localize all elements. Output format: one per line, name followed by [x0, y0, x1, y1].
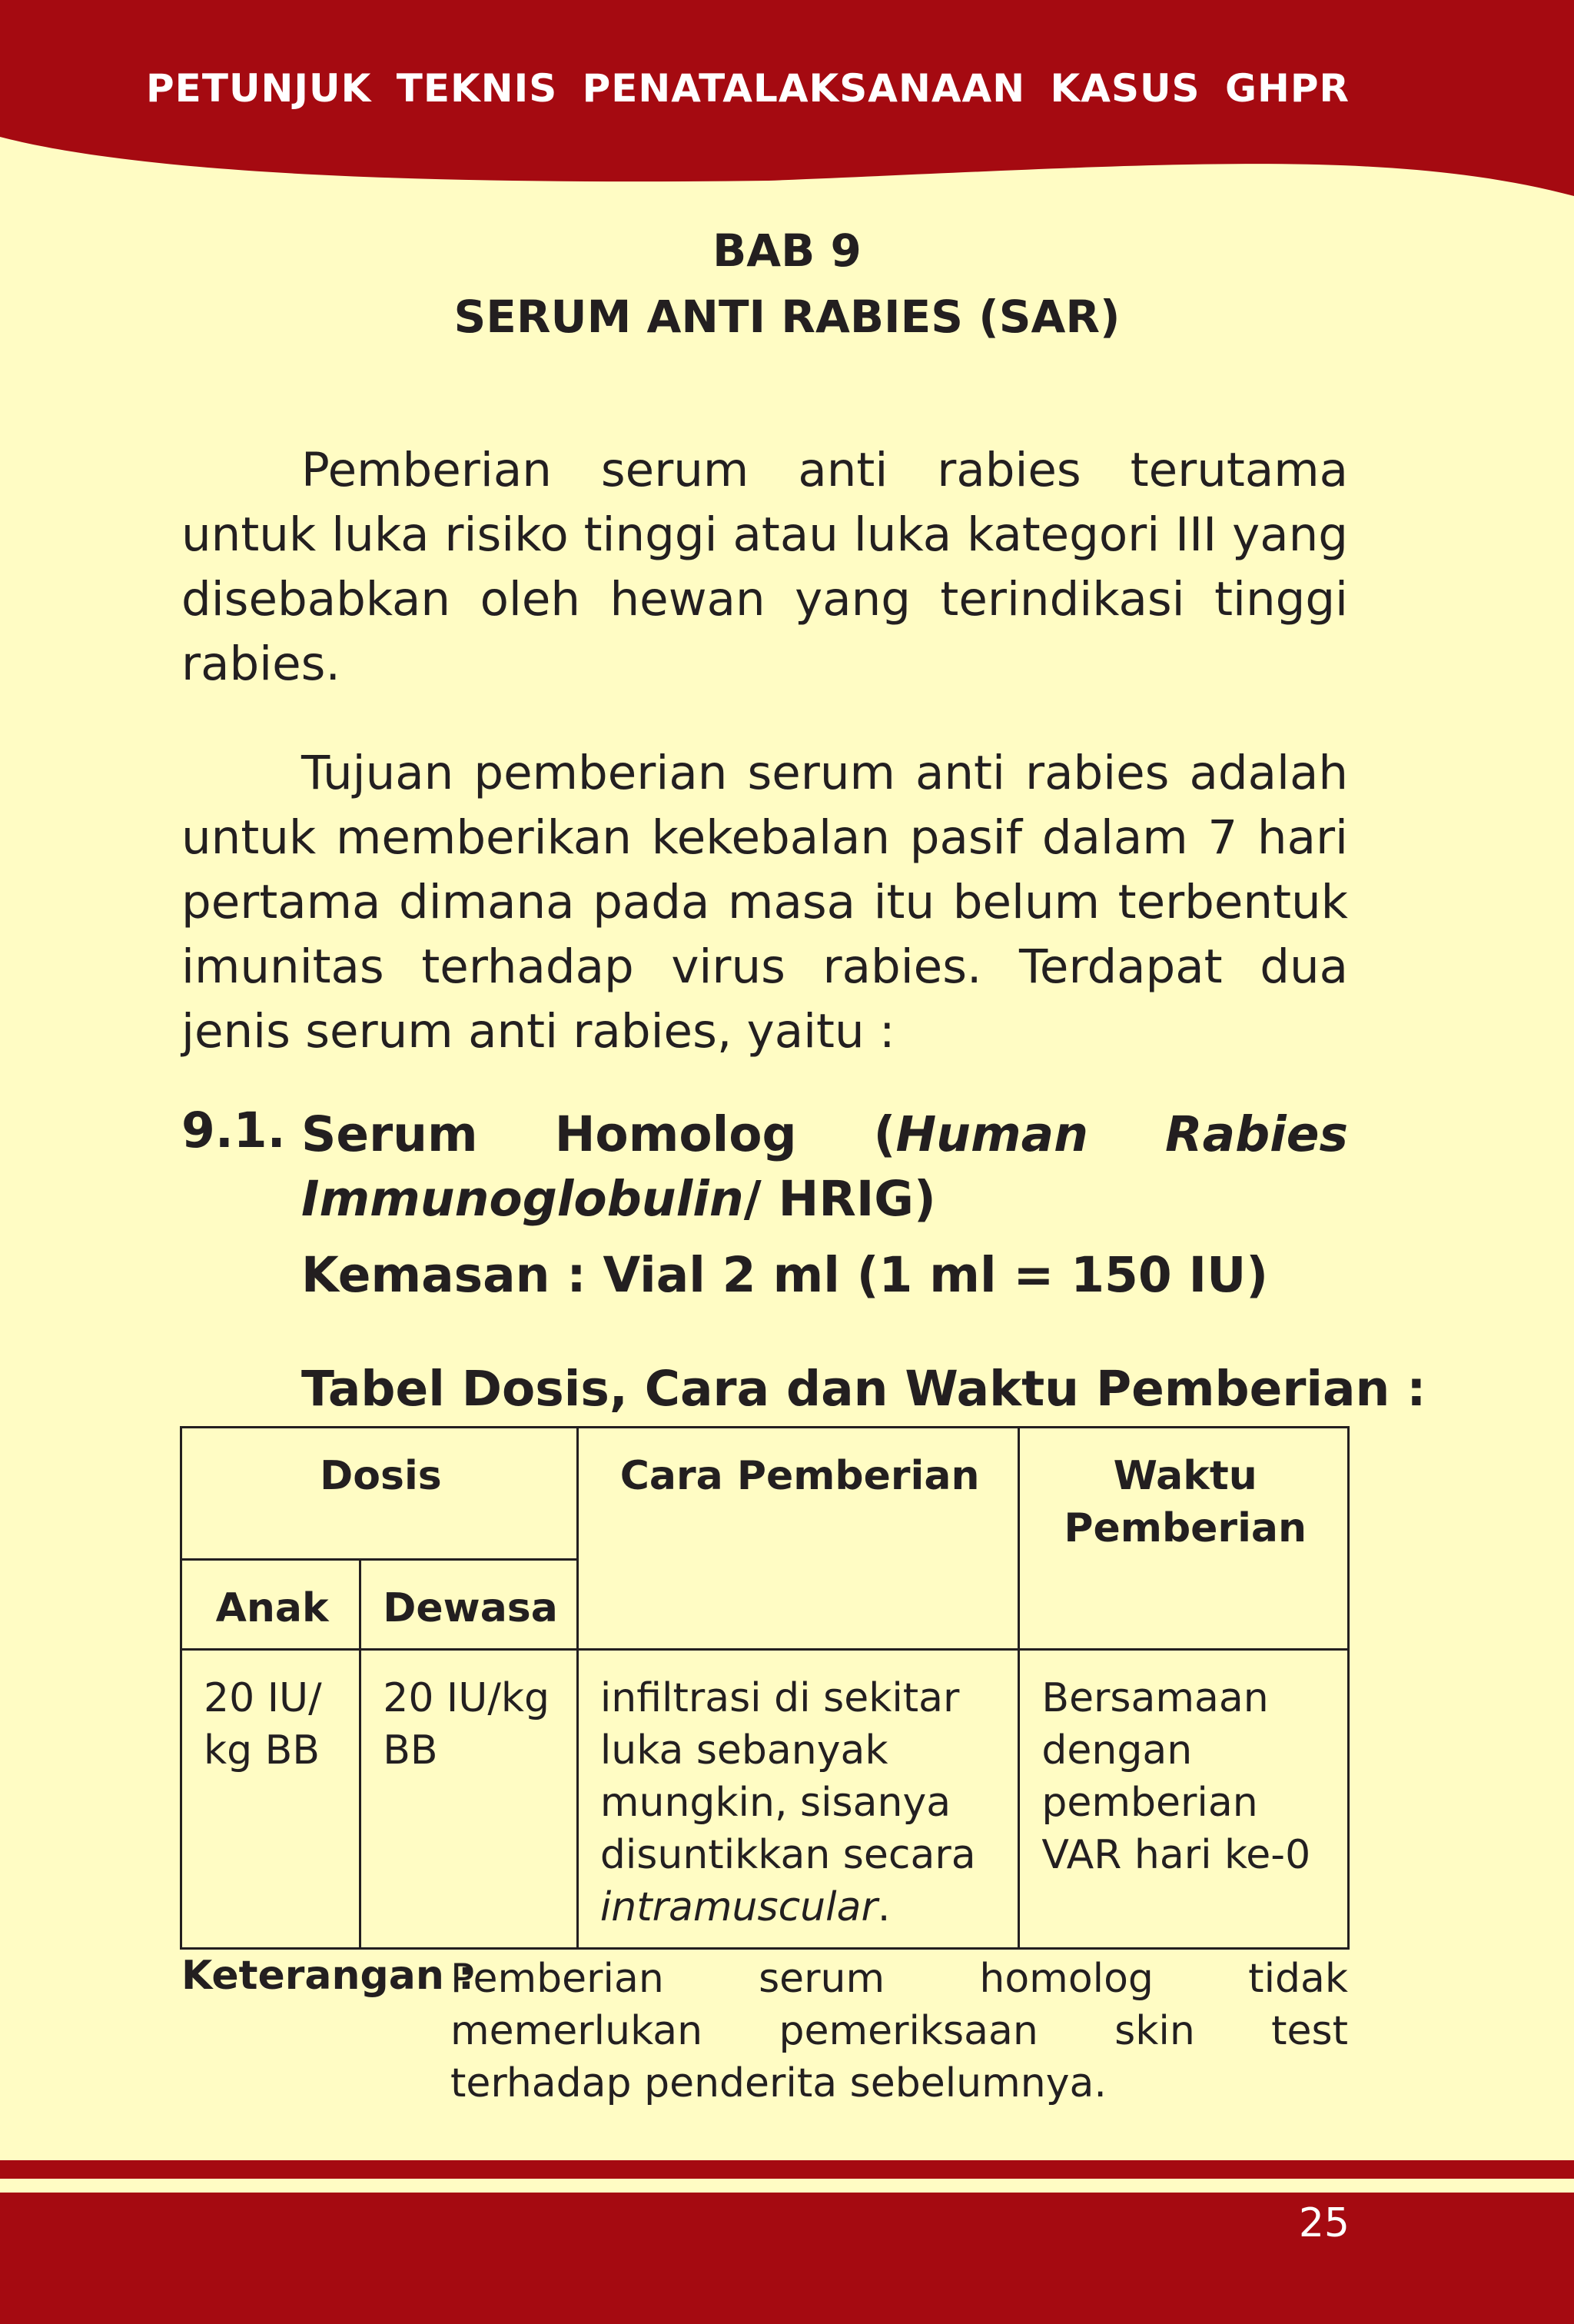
section-title-italic: Human Rabies Immunoglobulin [301, 1106, 1348, 1227]
paragraph-purpose [181, 741, 1348, 1064]
cell-method-italic: intramuscular [599, 1884, 878, 1930]
header-dose: Dosis [181, 1428, 578, 1560]
note-text: Pemberian serum homolog tidak memerlukan pemeriksaan skin test terhadap penderita sebelumnya. [450, 1956, 1348, 2106]
header-time: Waktu Pemberian [1019, 1428, 1349, 1650]
dose-table [180, 1426, 1350, 1950]
header-adult: Dewasa [360, 1560, 578, 1650]
paragraph-intro [181, 438, 1348, 697]
footer-divider [0, 2160, 1574, 2179]
cell-method-end: . [877, 1884, 891, 1930]
section-title-prefix: Serum Homolog ( [301, 1106, 896, 1162]
header-method: Cara Pemberian [577, 1428, 1019, 1650]
chapter-title: SERUM ANTI RABIES (SAR) [453, 291, 1121, 343]
table-caption: Tabel Dosis, Cara dan Waktu Pemberian : [301, 1361, 1426, 1417]
chapter-number: BAB 9 [712, 224, 862, 277]
note-label: Keterangan : [181, 1953, 474, 1999]
cell-child-dose: 20 IU/ kg BB [181, 1650, 360, 1949]
packaging-info: Kemasan : Vial 2 ml (1 ml = 150 IU) [301, 1247, 1269, 1303]
table-header-row [181, 1428, 1349, 1560]
page-number: 25 [1298, 2200, 1350, 2246]
cell-method-text: infiltrasi di sekitar luka sebanyak mungkin, sisanya disuntikkan secara [599, 1675, 976, 1878]
cell-adult-dose: 20 IU/kg BB [360, 1650, 578, 1949]
section-title-suffix: / HRIG) [743, 1171, 936, 1227]
paragraph-purpose-text: Tujuan pemberian serum anti rabies adalah untuk memberikan kekebalan pasif dalam 7 hari pertama dimana pada masa itu belum terbentuk imunitas terhadap virus rabies. Terdapat dua jenis serum anti rabies, yaitu : [181, 746, 1348, 1059]
header-title: PETUNJUK TEKNIS PENATALAKSANAAN KASUS GHPR [146, 66, 1350, 111]
cell-time: Bersamaan dengan pemberian VAR hari ke-0 [1019, 1650, 1349, 1949]
header-child: Anak [181, 1560, 360, 1650]
table-row [181, 1650, 1349, 1949]
section-title [301, 1102, 1348, 1232]
section-number: 9.1. [181, 1102, 286, 1159]
paragraph-intro-text: Pemberian serum anti rabies terutama untuk luka risiko tinggi atau luka kategori III yang disebabkan oleh hewan yang terindikasi tinggi rabies. [181, 443, 1348, 691]
cell-method [577, 1650, 1019, 1949]
